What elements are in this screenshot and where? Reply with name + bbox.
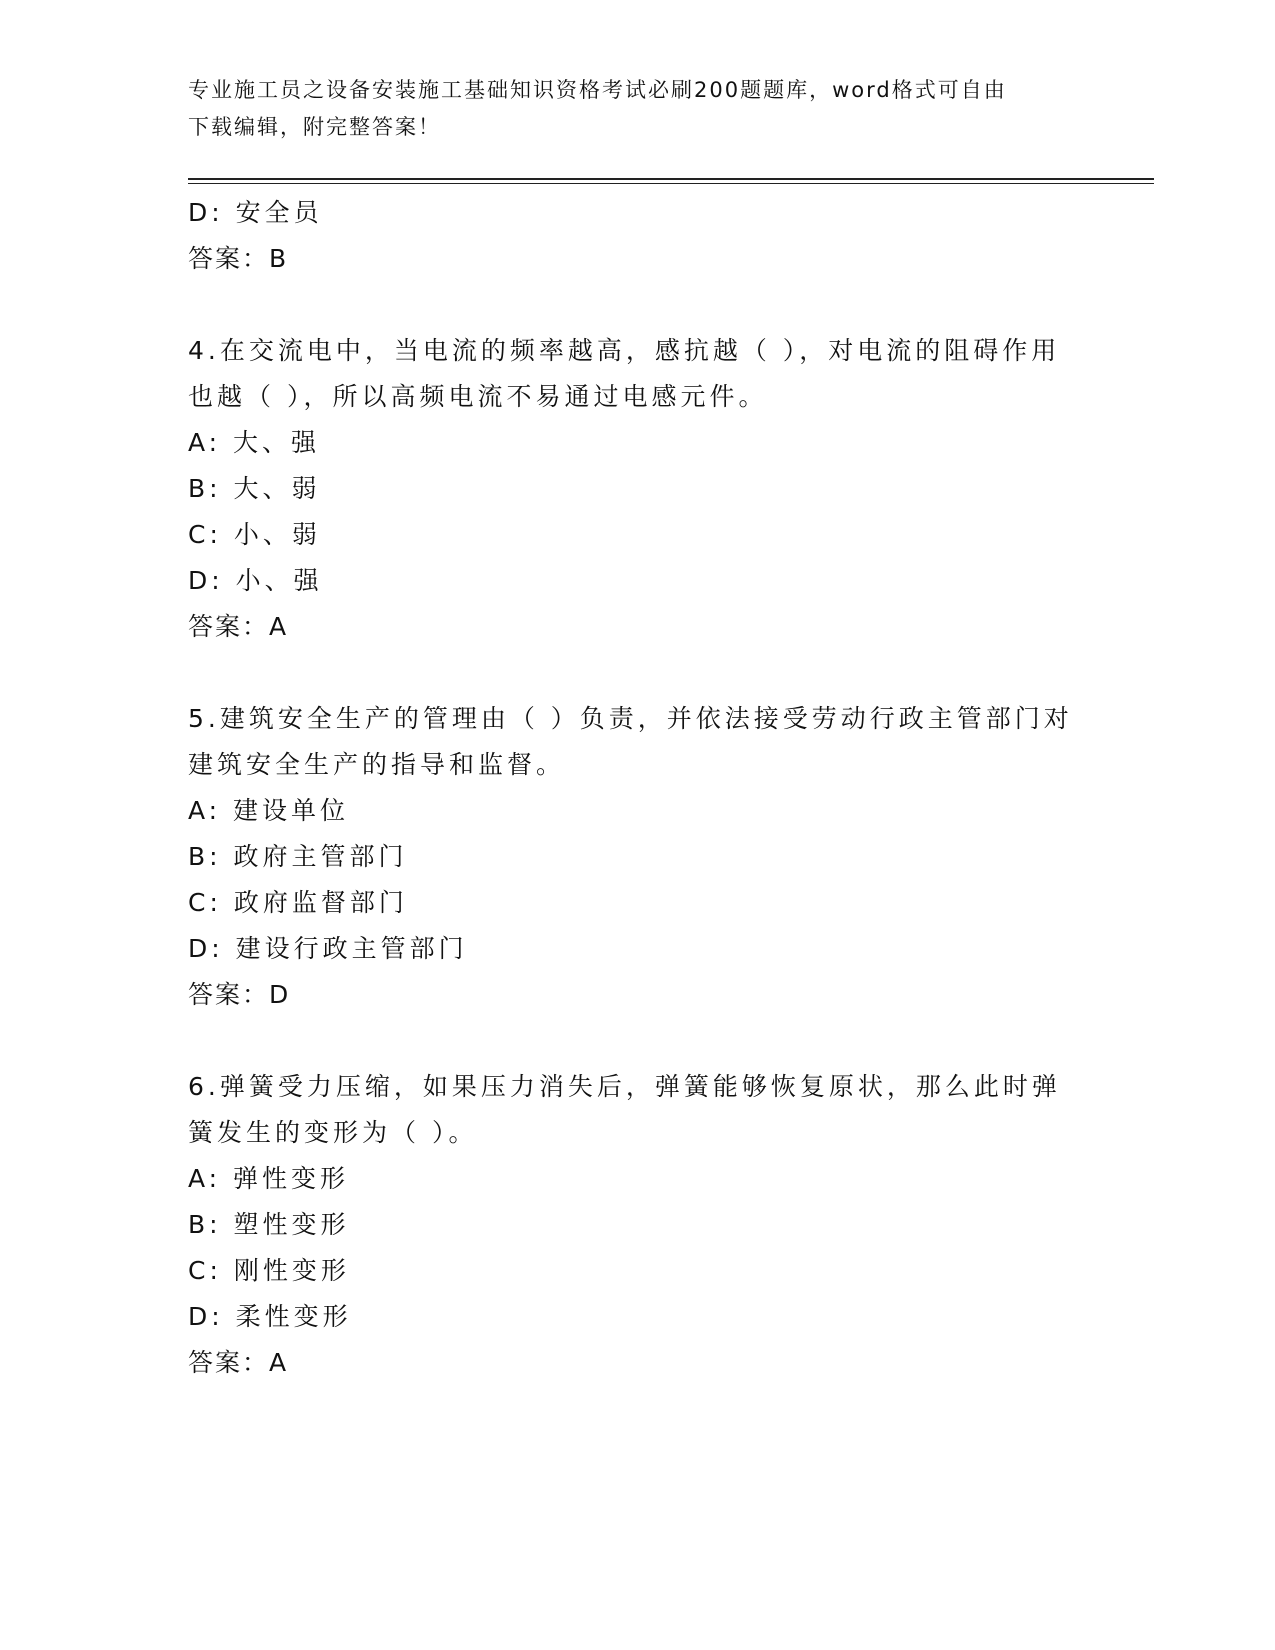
option-b: B: 政府主管部门	[188, 842, 408, 871]
option-b: B: 大、弱	[188, 474, 321, 503]
option-a: A: 建设单位	[188, 796, 350, 825]
question-6	[188, 1064, 1088, 1386]
question-stem-line: 4.在交流电中，当电流的频率越高，感抗越（ ），对电流的阻碍作用	[188, 336, 1061, 365]
header-divider-thick	[188, 178, 1154, 180]
question-stem-line: 6.弹簧受力压缩，如果压力消失后，弹簧能够恢复原状，那么此时弹	[188, 1072, 1061, 1101]
option-d: D: 安全员	[188, 198, 323, 227]
question-4	[188, 328, 1088, 650]
header-divider-thin	[188, 183, 1154, 184]
answer-line: 答案：A	[188, 1348, 289, 1377]
document-header	[188, 72, 1088, 146]
option-b: B: 塑性变形	[188, 1210, 350, 1239]
question-stem-line: 5.建筑安全生产的管理由（ ）负责，并依法接受劳动行政主管部门对	[188, 704, 1073, 733]
option-d: D: 建设行政主管部门	[188, 934, 468, 963]
question-spacer	[188, 650, 1088, 696]
answer-line: 答案：D	[188, 980, 291, 1009]
option-a: A: 大、强	[188, 428, 321, 457]
option-c: C: 刚性变形	[188, 1256, 350, 1285]
option-d: D: 小、强	[188, 566, 323, 595]
question-stem-line: 也越（ ），所以高频电流不易通过电感元件。	[188, 382, 768, 411]
question-list	[188, 190, 1088, 1386]
question-stem-line: 簧发生的变形为（ ）。	[188, 1118, 478, 1147]
question-spacer	[188, 1018, 1088, 1064]
option-a: A: 弹性变形	[188, 1164, 350, 1193]
question-stem-line: 建筑安全生产的指导和监督。	[188, 750, 566, 779]
answer-line: 答案：A	[188, 612, 289, 641]
header-line-1: 专业施工员之设备安装施工基础知识资格考试必刷200题题库，word格式可自由	[188, 78, 1007, 102]
option-d: D: 柔性变形	[188, 1302, 352, 1331]
question-spacer	[188, 282, 1088, 328]
question-5	[188, 696, 1088, 1018]
header-line-2: 下载编辑，附完整答案！	[188, 115, 441, 139]
answer-line: 答案：B	[188, 244, 289, 273]
option-c: C: 小、弱	[188, 520, 321, 549]
option-c: C: 政府监督部门	[188, 888, 408, 917]
question-3-continuation	[188, 190, 1088, 282]
